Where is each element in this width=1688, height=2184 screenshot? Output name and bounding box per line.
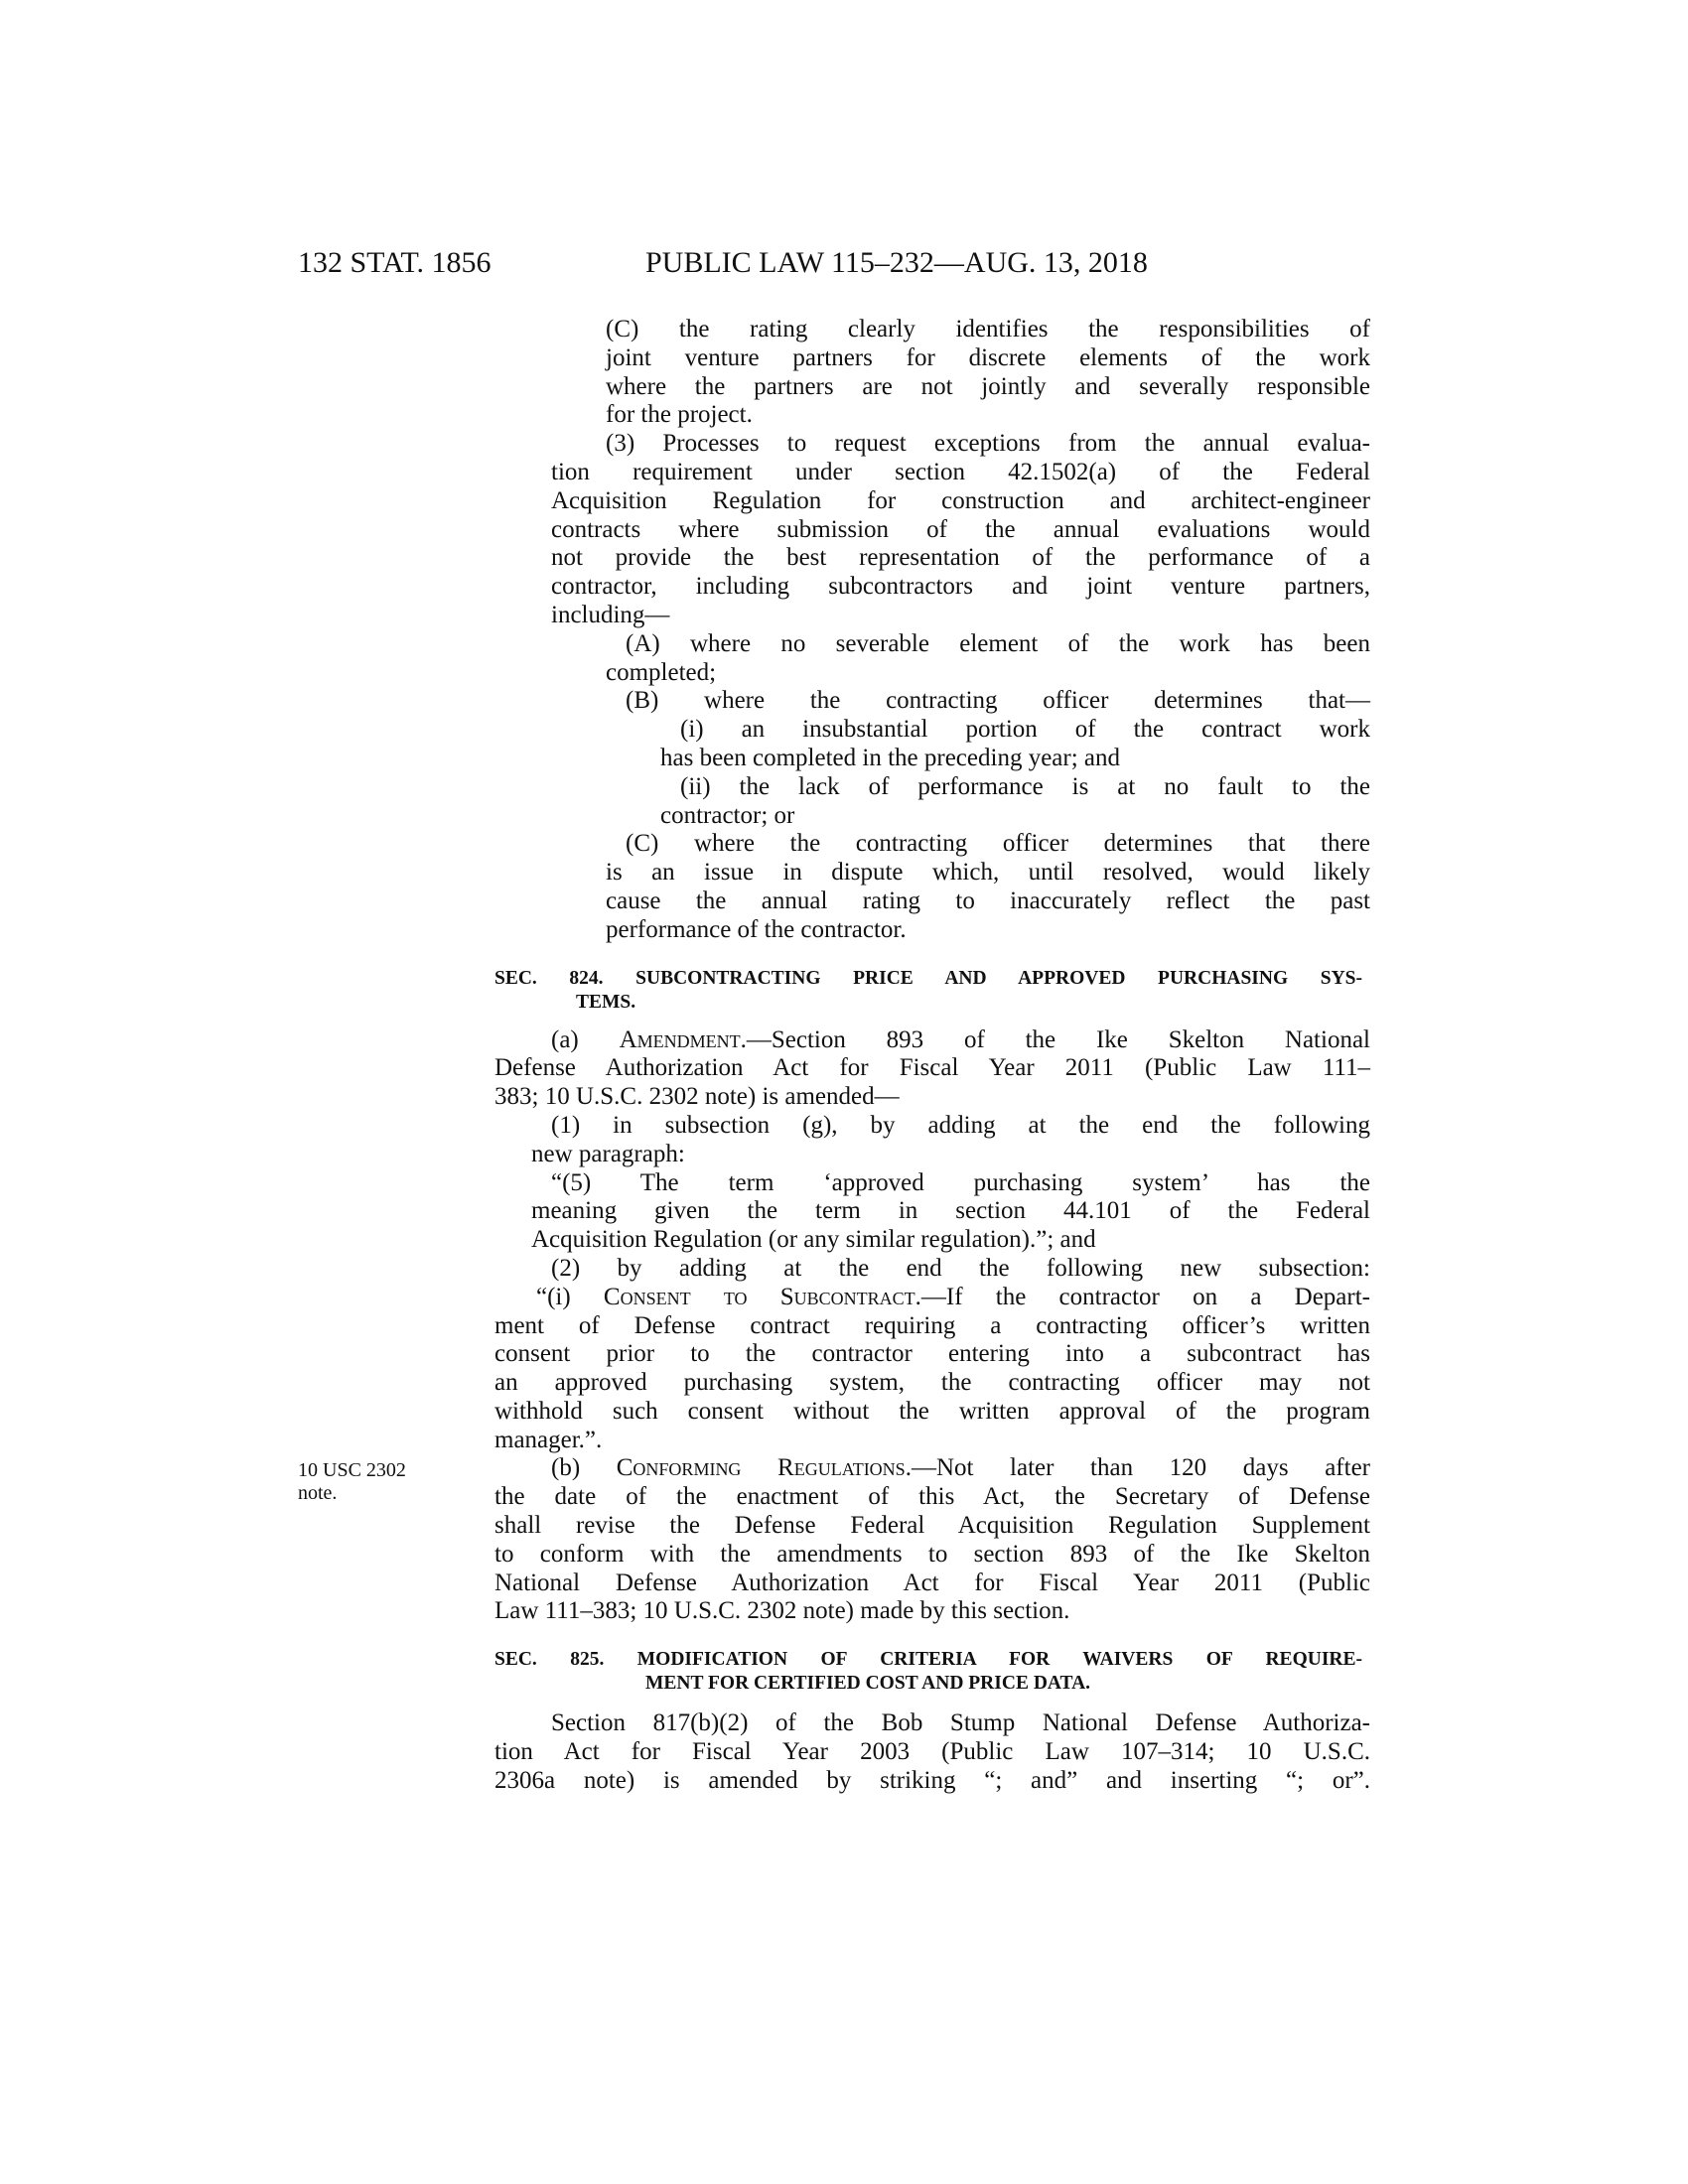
paragraph-i-consent-to-subcontract bbox=[494, 1283, 1370, 1455]
text-line: meaning given the term in section 44.101 of the Federal bbox=[531, 1197, 1370, 1225]
text-line: completed; bbox=[606, 658, 717, 686]
section-heading-line: SEC. 825. MODIFICATION OF CRITERIA FOR WAIVERS OF REQUIRE- bbox=[494, 1649, 1362, 1671]
section-825-heading bbox=[494, 1648, 1370, 1696]
text-line: contractor, including subcontractors and joint venture partners, bbox=[551, 573, 1370, 601]
text-line bbox=[551, 1454, 1370, 1483]
text-line: 383; 10 U.S.C. 2302 note) is amended— bbox=[494, 1083, 900, 1111]
text-line: manager.”. bbox=[494, 1426, 603, 1453]
text-line: (C) where the contracting officer determines that there bbox=[626, 830, 1370, 858]
paragraph-c-dispute bbox=[536, 830, 1370, 944]
paragraph-text: .—If the contractor on a Depart- bbox=[914, 1283, 1370, 1310]
paragraph-ii-lack bbox=[536, 773, 1370, 831]
text-line: tion requirement under section 42.1502(a) of the Federal bbox=[551, 458, 1370, 485]
text-line: consent prior to the contractor entering into a subcontract has bbox=[494, 1340, 1370, 1368]
section-heading-line: MENT FOR CERTIFIED COST AND PRICE DATA. bbox=[645, 1673, 1091, 1695]
text-line: to conform with the amendments to section 893 of the Ike Skelton bbox=[494, 1540, 1370, 1568]
public-law-citation: PUBLIC LAW 115–232—AUG. 13, 2018 bbox=[645, 246, 1148, 279]
text-line: for the project. bbox=[606, 401, 753, 429]
section-heading-line: SEC. 824. SUBCONTRACTING PRICE AND APPROVED PURCHASING SYS- bbox=[494, 967, 1362, 989]
text-line: tion Act for Fiscal Year 2003 (Public Law 107–314; 10 U.S.C. bbox=[494, 1738, 1370, 1766]
paragraph-a-severable bbox=[536, 630, 1370, 688]
paragraph-section-817-amendment bbox=[494, 1709, 1370, 1795]
text-line: (A) where no severable element of the work has been bbox=[626, 629, 1370, 657]
text-line: “(5) The term ‘approved purchasing system’ has the bbox=[551, 1168, 1370, 1196]
text-line: including— bbox=[551, 601, 670, 628]
paragraph-c-rating bbox=[536, 316, 1370, 430]
text-line: (3) Processes to request exceptions from the annual evalua- bbox=[606, 430, 1370, 458]
paragraph-heading: Consent to Subcontract bbox=[603, 1283, 915, 1310]
paragraph-b-determines bbox=[536, 687, 1370, 716]
paragraph-2-new-subsection bbox=[536, 1255, 1370, 1284]
text-line: Defense Authorization Act for Fiscal Year 2011 (Public Law 111– bbox=[494, 1054, 1370, 1082]
paragraph-label: (b) bbox=[551, 1454, 617, 1482]
text-line: joint venture partners for discrete elements of the work bbox=[606, 343, 1370, 371]
margin-note-line: 10 USC 2302 bbox=[298, 1459, 406, 1481]
margin-note bbox=[298, 1459, 406, 1505]
text-line: 2306a note) is amended by striking “; and” and inserting “; or”. bbox=[494, 1766, 1370, 1794]
text-line: ment of Defense contract requiring a contracting officer’s written bbox=[494, 1311, 1370, 1339]
text-line: performance of the contractor. bbox=[606, 915, 907, 943]
text-line: where the partners are not jointly and severally responsible bbox=[606, 372, 1370, 400]
text-line: is an issue in dispute which, until resolved, would likely bbox=[606, 859, 1370, 887]
text-line: contracts where submission of the annual evaluations would bbox=[551, 515, 1370, 543]
text-line bbox=[551, 1026, 1370, 1055]
text-line: National Defense Authorization Act for Fiscal Year 2011 (Public bbox=[494, 1569, 1370, 1596]
page-header bbox=[0, 246, 1688, 286]
text-line: new paragraph: bbox=[531, 1140, 685, 1167]
text-line: an approved purchasing system, the contracting officer may not bbox=[494, 1369, 1370, 1397]
text-line: cause the annual rating to inaccurately reflect the past bbox=[606, 887, 1370, 914]
paragraph-heading: Amendment bbox=[619, 1025, 741, 1053]
text-line: Law 111–383; 10 U.S.C. 2302 note) made by this section. bbox=[494, 1597, 1070, 1625]
text-line: shall revise the Defense Federal Acquisition Regulation Supplement bbox=[494, 1512, 1370, 1540]
text-line: not provide the best representation of the performance of a bbox=[551, 544, 1370, 572]
text-line: (C) the rating clearly identifies the responsibilities of bbox=[606, 316, 1370, 342]
text-line: Section 817(b)(2) of the Bob Stump National Defense Authoriza- bbox=[551, 1709, 1370, 1737]
paragraph-heading: Conforming Regulations bbox=[616, 1454, 906, 1482]
text-line: (ii) the lack of performance is at no fault to the bbox=[680, 772, 1370, 800]
document-body bbox=[494, 316, 1370, 1796]
paragraph-label: (a) bbox=[551, 1025, 620, 1053]
paragraph-1-subsection-g bbox=[531, 1111, 1370, 1169]
paragraph-i-insubstantial bbox=[536, 716, 1370, 773]
statute-citation: 132 STAT. 1856 bbox=[298, 246, 492, 279]
section-824-heading bbox=[494, 967, 1370, 1015]
text-line: (1) in subsection (g), by adding at the end the following bbox=[551, 1111, 1370, 1139]
text-line: Acquisition Regulation (or any similar regulation).”; and bbox=[531, 1226, 1096, 1254]
text-line: contractor; or bbox=[660, 801, 795, 829]
paragraph-a-amendment bbox=[494, 1025, 1370, 1112]
text-line: (i) an insubstantial portion of the contract work bbox=[680, 716, 1370, 744]
margin-note-line: note. bbox=[298, 1482, 338, 1504]
paragraph-3-processes bbox=[536, 430, 1370, 630]
text-line: (B) where the contracting officer determines that— bbox=[626, 687, 1370, 715]
paragraph-label: “(i) bbox=[536, 1283, 604, 1310]
paragraph-5-approved-purchasing-system bbox=[531, 1168, 1370, 1255]
paragraph-text: .—Section 893 of the Ike Skelton National bbox=[740, 1025, 1370, 1053]
text-line: the date of the enactment of this Act, the Secretary of Defense bbox=[494, 1483, 1370, 1511]
section-heading-line: TEMS. bbox=[576, 991, 636, 1013]
text-line: withhold such consent without the written approval of the program bbox=[494, 1397, 1370, 1425]
paragraph-text: .—Not later than 120 days after bbox=[905, 1454, 1370, 1482]
text-line: (2) by adding at the end the following new subsection: bbox=[551, 1254, 1370, 1282]
text-line: Acquisition Regulation for construction and architect-engineer bbox=[551, 486, 1370, 514]
text-line: has been completed in the preceding year; and bbox=[660, 744, 1121, 771]
paragraph-b-conforming-regulations bbox=[494, 1454, 1370, 1626]
text-line bbox=[536, 1284, 1370, 1312]
